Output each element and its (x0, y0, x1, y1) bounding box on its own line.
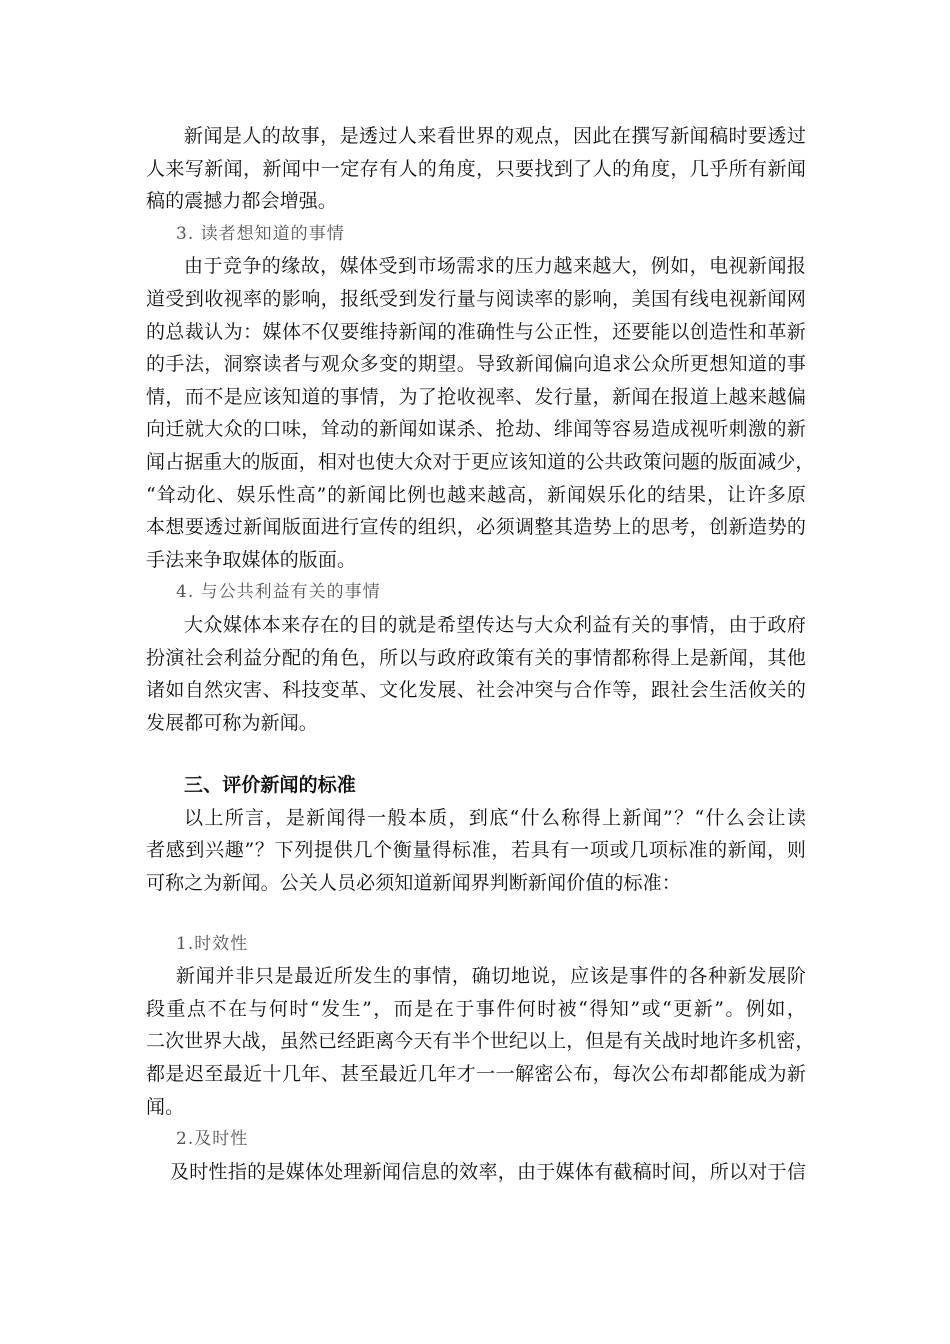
text-line: 本想要透过新闻版面进行宣传的组织，必须调整其造势上的思考，创新造势的 (146, 516, 806, 539)
text-line: 大众媒体本来存在的目的就是希望传达与大众利益有关的事情，由于政府 (184, 613, 806, 636)
text-line: 新闻是人的故事，是透过人来看世界的观点，因此在撰写新闻稿时要透过 (184, 125, 806, 147)
text-line: 由于竞争的缘故，媒体受到市场需求的压力越来越大，例如，电视新闻报 (184, 255, 806, 278)
text-line: 情，而不是应该知道的事情，为了抢收视率、发行量，新闻在报道上越来越偏 (146, 385, 806, 408)
subheading: 2.及时性 (176, 1129, 249, 1150)
text-line: 以上所言，是新闻得一般本质，到底“什么称得上新闻”？“什么会让读 (184, 806, 806, 829)
spacer (146, 739, 806, 769)
text-line: 闻。 (146, 1095, 185, 1118)
document-page (146, 120, 815, 1188)
text-line: 段重点不在与何时“发生”，而是在于事件何时被“得知”或“更新”。例如， (146, 997, 806, 1020)
text-line: 发展都可称为新闻。 (146, 711, 318, 734)
text-line: 者感到兴趣”？下列提供几个衡量得标准，若具有一项或几项标准的新闻，则 (146, 839, 806, 862)
text-line: 二次世界大战，虽然已经距离今天有半个世纪以上，但是有关战时地许多机密， (146, 1030, 815, 1053)
paragraph (146, 960, 815, 1123)
text-line: 可称之为新闻。公关人员必须知道新闻界判断新闻价值的标准： (146, 872, 681, 895)
paragraph (146, 609, 806, 739)
text-line: 向迁就大众的口味，耸动的新闻如谋杀、抢劫、绯闻等容易造成视听刺激的新 (146, 418, 806, 441)
paragraph (146, 250, 815, 576)
subheading: 3. 读者想知道的事情 (176, 223, 345, 244)
text-line: 稿的震撼力都会增强。 (146, 190, 338, 213)
subheading: 1.时效性 (176, 933, 249, 954)
section-heading: 三、评价新闻的标准 (184, 774, 356, 797)
text-line: 及时性指的是媒体处理新闻信息的效率，由于媒体有截稿时间，所以对于信 (170, 1160, 806, 1183)
text-line: 手法来争取媒体的版面。 (146, 548, 357, 571)
text-line: 扮演社会利益分配的角色，所以与政府政策有关的事情都称得上是新闻，其他 (146, 646, 806, 669)
text-line: 人来写新闻，新闻中一定存有人的角度，只要找到了人的角度，几乎所有新闻 (146, 157, 806, 180)
paragraph (146, 120, 806, 218)
text-line: 的总裁认为：媒体不仅要维持新闻的准确性与公正性，还要能以创造性和革新 (146, 320, 806, 343)
spacer (146, 900, 806, 928)
text-line: “耸动化、娱乐性高”的新闻比例也越来越高，新闻娱乐化的结果，让许多原 (146, 483, 806, 506)
text-line: 的手法，洞察读者与观众多变的期望。导致新闻偏向追求公众所更想知道的事 (146, 353, 806, 376)
text-line: 闻占据重大的版面，相对也使大众对于更应该知道的公共政策问题的版面减少， (146, 450, 815, 473)
paragraph (146, 1156, 806, 1189)
text-line: 新闻并非只是最近所发生的事情，确切地说，应该是事件的各种新发展阶 (176, 965, 806, 988)
paragraph (146, 802, 806, 900)
text-line: 道受到收视率的影响，报纸受到发行量与阅读率的影响，美国有线电视新闻网 (146, 287, 806, 310)
text-line: 都是迟至最近十几年、甚至最近几年才一一解密公布，每次公布却都能成为新 (146, 1063, 806, 1086)
subheading: 4. 与公共利益有关的事情 (176, 582, 381, 603)
text-line: 诸如自然灾害、科技变革、文化发展、社会冲突与合作等，跟社会生活攸关的 (146, 679, 806, 702)
